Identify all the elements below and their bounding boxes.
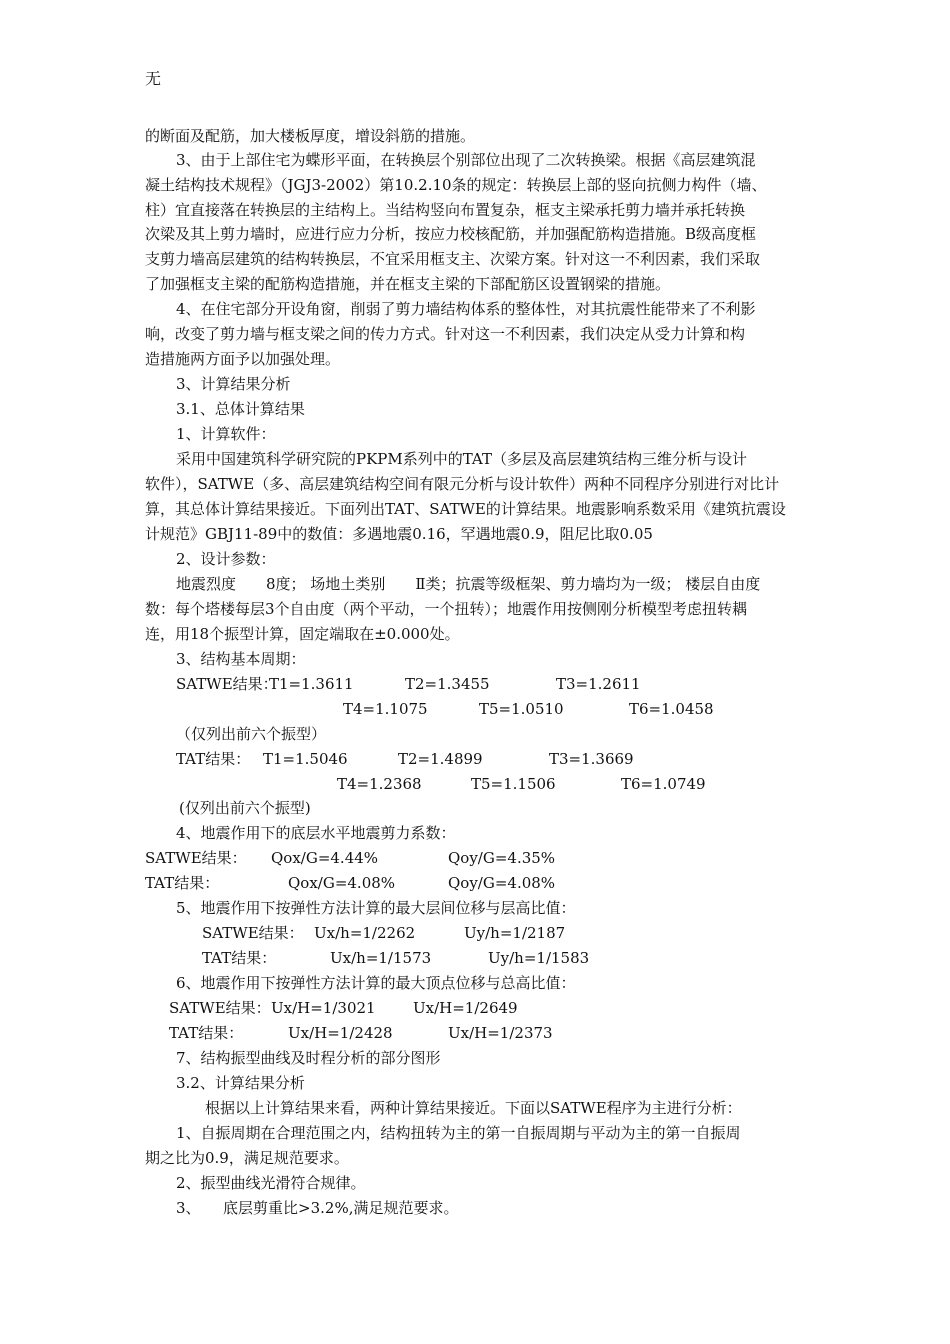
drift-value: Uy/h=1/1583 — [488, 949, 590, 967]
text-line: 支剪力墙高层建筑的结构转换层，不宜采用框支主、次梁方案。针对这一不利因素，我们采取 — [145, 250, 761, 268]
period-value: T3=1.3669 — [549, 750, 634, 768]
subsection-heading: 3.2、计算结果分析 — [176, 1074, 305, 1092]
drift-value: Uy/h=1/2187 — [464, 924, 566, 942]
satwe-top-disp-label: SATWE结果： — [169, 999, 271, 1017]
text-line: 柱）宜直接落在转换层的主结构上。当结构竖向布置复杂，框支主梁承托剪力墙并承托转换 — [145, 201, 746, 219]
tat-shear-label: TAT结果： — [145, 874, 220, 892]
text-line: 算，其总体计算结果接近。下面列出TAT、SATWE的计算结果。地震影响系数采用《建筑抗震设 — [145, 500, 786, 518]
text-line: 数：每个塔楼每层3个自由度（两个平动，一个扭转）；地震作用按侧刚分析模型考虑扭转耦 — [145, 600, 748, 618]
text-line: 期之比为0.9，满足规范要求。 — [145, 1149, 349, 1167]
drift-value: Ux/h=1/1573 — [330, 949, 432, 967]
item-heading: 2、设计参数： — [176, 550, 276, 568]
shear-value: Qox/G=4.44% — [271, 849, 379, 867]
shear-value: Qox/G=4.08% — [288, 874, 396, 892]
text-line: 次梁及其上剪力墙时，应进行应力分析，按应力校核配筋，并加强配筋构造措施。B级高度框 — [145, 225, 757, 243]
text-line: 3、 底层剪重比>3.2%,满足规范要求。 — [176, 1199, 459, 1217]
period-value: T2=1.3455 — [405, 675, 490, 693]
item-heading: 3、结构基本周期： — [176, 650, 306, 668]
text-line: 的断面及配筋，加大楼板厚度，增设斜筋的措施。 — [145, 127, 476, 145]
item-heading: 6、地震作用下按弹性方法计算的最大顶点位移与总高比值： — [176, 974, 576, 992]
tat-period-label: TAT结果： — [176, 750, 251, 768]
text-line: 1、自振周期在合理范围之内，结构扭转为主的第一自振周期与平动为主的第一自振周 — [176, 1124, 741, 1142]
satwe-drift-label: SATWE结果： — [202, 924, 304, 942]
top-disp-value: Ux/H=1/3021 — [271, 999, 376, 1017]
text-line: 4、在住宅部分开设角窗，削弱了剪力墙结构体系的整体性，对其抗震性能带来了不利影 — [176, 300, 756, 318]
period-value: T1=1.3611 — [269, 675, 354, 693]
tat-drift-label: TAT结果： — [202, 949, 277, 967]
period-value: T4=1.1075 — [343, 700, 428, 718]
period-value: T3=1.2611 — [556, 675, 641, 693]
top-disp-value: Ux/H=1/2428 — [288, 1024, 393, 1042]
text-line: 造措施两方面予以加强处理。 — [145, 350, 341, 368]
item-heading: 4、地震作用下的底层水平地震剪力系数： — [176, 824, 456, 842]
subsection-heading: 3.1、总体计算结果 — [176, 400, 305, 418]
tat-top-disp-label: TAT结果： — [169, 1024, 244, 1042]
text-line: 响，改变了剪力墙与框支梁之间的传力方式。针对这一不利因素，我们决定从受力计算和构 — [145, 325, 746, 343]
text-line: 计规范》GBJ11-89中的数值：多遇地震0.16，罕遇地震0.9，阻尼比取0.05 — [145, 525, 653, 543]
satwe-period-label: SATWE结果： — [176, 675, 278, 693]
text-line: 地震烈度 8度； 场地土类别 Ⅱ类；抗震等级框架、剪力墙均为一级； 楼层自由度 — [176, 575, 761, 593]
section-heading: 3、计算结果分析 — [176, 375, 291, 393]
note-line: （仅列出前六个振型） — [176, 725, 327, 743]
item-heading: 5、地震作用下按弹性方法计算的最大层间位移与层高比值： — [176, 899, 576, 917]
page-header: 无 — [145, 69, 162, 88]
drift-value: Ux/h=1/2262 — [314, 924, 416, 942]
period-value: T1=1.5046 — [263, 750, 348, 768]
text-line: 凝土结构技术规程》（JGJ3-2002）第10.2.10条的规定：转换层上部的竖向抗侧力构件（墙、 — [145, 176, 767, 194]
text-line: 2、振型曲线光滑符合规律。 — [176, 1174, 366, 1192]
period-value: T6=1.0458 — [629, 700, 714, 718]
note-line: (仅列出前六个振型) — [179, 799, 311, 817]
shear-value: Qoy/G=4.08% — [448, 874, 556, 892]
period-value: T6=1.0749 — [621, 775, 706, 793]
text-line: 3、由于上部住宅为蝶形平面，在转换层个别部位出现了二次转换梁。根据《高层建筑混 — [176, 151, 756, 169]
top-disp-value: Ux/H=1/2373 — [448, 1024, 553, 1042]
text-line: 连，用18个振型计算，固定端取在±0.000处。 — [145, 625, 460, 643]
item-heading: 1、计算软件： — [176, 425, 276, 443]
period-value: T2=1.4899 — [398, 750, 483, 768]
item-heading: 7、结构振型曲线及时程分析的部分图形 — [176, 1049, 441, 1067]
text-line: 采用中国建筑科学研究院的PKPM系列中的TAT（多层及高层建筑结构三维分析与设计 — [176, 450, 747, 468]
period-value: T4=1.2368 — [337, 775, 422, 793]
satwe-shear-label: SATWE结果： — [145, 849, 247, 867]
text-line: 了加强框支主梁的配筋构造措施，并在框支主梁的下部配筋区设置钢梁的措施。 — [145, 275, 671, 293]
shear-value: Qoy/G=4.35% — [448, 849, 556, 867]
period-value: T5=1.0510 — [479, 700, 564, 718]
top-disp-value: Ux/H=1/2649 — [413, 999, 518, 1017]
text-line: 软件），SATWE（多、高层建筑结构空间有限元分析与设计软件）两种不同程序分别进行对比计 — [145, 475, 780, 493]
text-line: 根据以上计算结果来看，两种计算结果接近。下面以SATWE程序为主进行分析： — [205, 1099, 742, 1117]
period-value: T5=1.1506 — [471, 775, 556, 793]
